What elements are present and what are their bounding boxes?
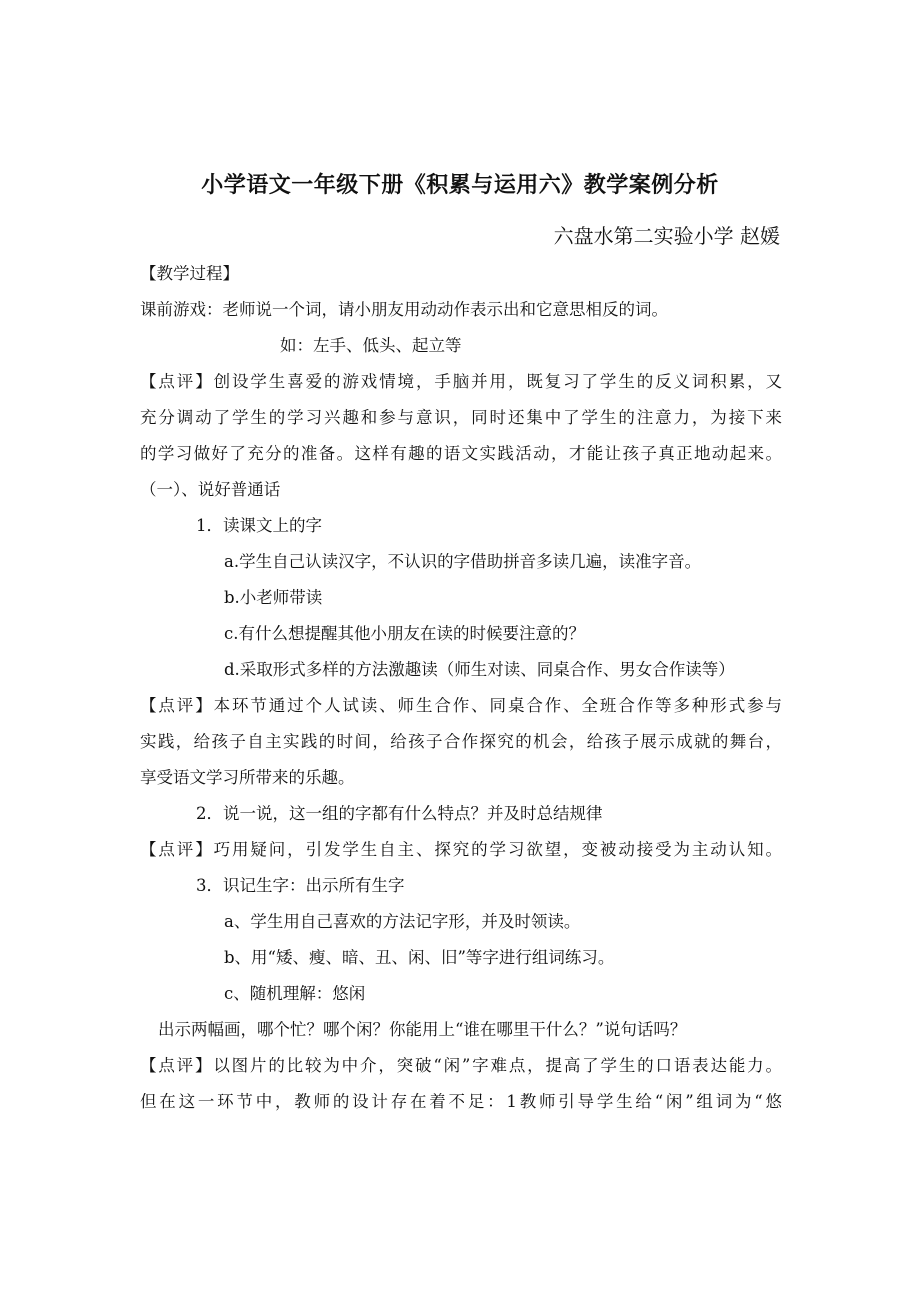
list-item: 1．读课文上的字 [196,516,322,535]
section-heading: （一）、说好普通话 [140,480,281,499]
comment-line: 实践，给孩子自主实践的时间，给孩子合作探究的机会，给孩子展示成就的舞台， [140,732,782,751]
comment-line: 充分调动了学生的学习兴趣和参与意识，同时还集中了学生的注意力，为接下来 [140,408,782,427]
list-item: b、用“矮、瘦、暗、丑、闲、旧”等字进行组词练习。 [224,948,615,967]
paragraph-line: 如：左手、低头、起立等 [280,336,462,355]
paragraph-line: 出示两幅画，哪个忙？哪个闲？你能用上“谁在哪里干什么？”说句话吗？ [158,1020,687,1039]
comment-line: 【点评】以图片的比较为中介，突破“闲”字难点，提高了学生的口语表达能力。 [140,1056,782,1075]
list-item: d.采取形式多样的方法激趣读（师生对读、同桌合作、男女合作读等） [224,660,735,679]
list-item: b.小老师带读 [224,588,323,607]
list-item: 3．识记生字：出示所有生字 [196,876,405,895]
paragraph-line: 课前游戏：老师说一个词，请小朋友用动动作表示出和它意思相反的词。 [140,300,668,319]
comment-line: 【点评】本环节通过个人试读、师生合作、同桌合作、全班合作等多种形式参与 [140,696,782,715]
comment-line: 【点评】创设学生喜爱的游戏情境，手脑并用，既复习了学生的反义词积累，又 [140,372,782,391]
section-heading: 【教学过程】 [140,264,239,283]
comment-line: 的学习做好了充分的准备。这样有趣的语文实践活动，才能让孩子真正地动起来。 [140,444,782,463]
comment-line: 享受语文学习所带来的乐趣。 [140,768,355,787]
document-author: 六盘水第二实验小学 赵媛 [553,224,780,248]
document-title: 小学语文一年级下册《积累与运用六》教学案例分析 [201,173,719,198]
comment-line: 【点评】巧用疑问，引发学生自主、探究的学习欲望，变被动接受为主动认知。 [140,840,782,859]
paragraph-line: 但在这一环节中，教师的设计存在着不足：1教师引导学生给“闲”组词为“悠 [140,1092,782,1111]
list-item: 2．说一说，这一组的字都有什么特点？并及时总结规律 [196,804,603,823]
list-item: c、随机理解：悠闲 [224,984,366,1003]
list-item: c.有什么想提醒其他小朋友在读的时候要注意的？ [224,624,585,643]
list-item: a、学生用自己喜欢的方法记字形，并及时领读。 [224,912,581,931]
list-item: a.学生自己认读汉字，不认识的字借助拼音多读几遍，读准字音。 [224,552,702,571]
